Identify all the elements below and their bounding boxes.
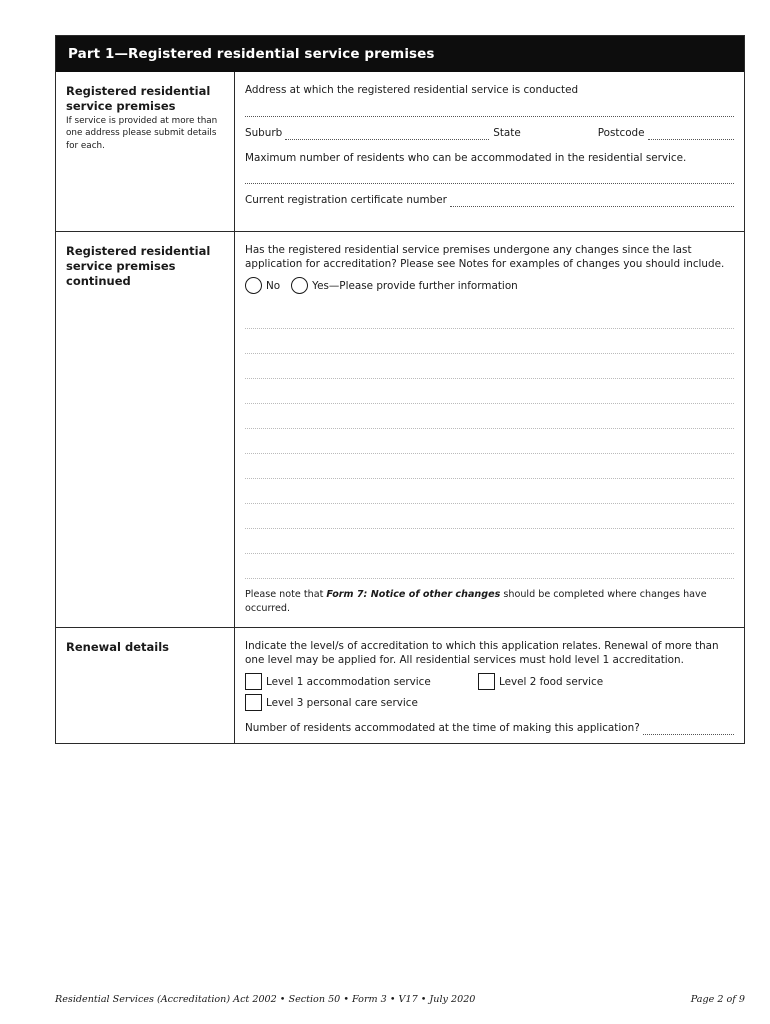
max-residents-field[interactable] (245, 165, 734, 184)
info-line[interactable] (245, 429, 734, 454)
premises-continued-label-cell (56, 232, 235, 627)
renewal-levels-row1 (245, 673, 734, 690)
premises-continued-content-cell (235, 232, 744, 627)
premises-continued-label: Registered residential service premises continued (66, 244, 211, 288)
level1-option[interactable] (245, 673, 478, 690)
form7-note-prefix: Please note that (245, 589, 327, 600)
state-label: State (493, 127, 521, 139)
residents-row (245, 721, 734, 735)
info-line[interactable] (245, 404, 734, 429)
renewal-content-cell (235, 628, 744, 743)
changes-question: Has the registered residential service premises undergone any changes since the last application for accreditation? Please see Notes for examples of changes you should include. (245, 244, 725, 270)
suburb-label: Suburb (245, 127, 283, 139)
certificate-row (245, 193, 734, 207)
part-header (56, 36, 744, 72)
info-line[interactable] (245, 454, 734, 479)
option-yes-label: Yes—Please provide further information (312, 279, 518, 292)
info-line[interactable] (245, 504, 734, 529)
address-label: Address at which the registered residential service is conducted (245, 84, 579, 96)
premises-label-cell (56, 72, 235, 231)
renewal-levels-row2 (245, 694, 734, 715)
postcode-label: Postcode (597, 127, 645, 139)
option-yes[interactable] (291, 277, 518, 294)
state-field[interactable] (524, 127, 594, 140)
footer-citation: Residential Services (Accreditation) Act 2002 • Section 50 • Form 3 • V17 • July 2020 (55, 994, 476, 1005)
info-line[interactable] (245, 554, 734, 579)
premises-row (56, 72, 744, 231)
max-residents-label: Maximum number of residents who can be accommodated in the residential service. (245, 152, 687, 164)
option-no[interactable] (245, 277, 280, 294)
form7-note-suffix: should be completed where changes have occurred. (245, 589, 707, 614)
radio-yes-icon[interactable] (291, 277, 308, 294)
info-line[interactable] (245, 354, 734, 379)
level2-option[interactable] (478, 673, 603, 690)
postcode-field[interactable] (648, 127, 734, 140)
residents-field[interactable] (643, 722, 734, 735)
page-footer (55, 994, 745, 1005)
part-title: Part 1—Registered residential service premises (68, 46, 435, 62)
radio-no-icon[interactable] (245, 277, 262, 294)
form7-note (245, 588, 744, 616)
certificate-field[interactable] (450, 194, 734, 207)
level3-label: Level 3 personal care service (266, 696, 418, 709)
further-info-lines[interactable] (245, 304, 734, 579)
level2-checkbox-icon[interactable] (478, 673, 495, 690)
suburb-field[interactable] (285, 127, 489, 140)
premises-label: Registered residential service premises (66, 84, 211, 113)
level3-checkbox-icon[interactable] (245, 694, 262, 711)
info-line[interactable] (245, 529, 734, 554)
residents-label: Number of residents accommodated at the time of making this application? (245, 722, 640, 734)
level1-checkbox-icon[interactable] (245, 673, 262, 690)
level2-label: Level 2 food service (499, 675, 604, 688)
address-field[interactable] (245, 99, 734, 117)
footer-page-number: Page 2 of 9 (690, 994, 745, 1005)
premises-content-cell (235, 72, 744, 231)
premises-continued-row (56, 231, 744, 627)
changes-options (245, 277, 734, 294)
certificate-label: Current registration certificate number (245, 194, 447, 206)
form-table (55, 35, 745, 744)
renewal-label: Renewal details (66, 640, 169, 654)
info-line[interactable] (245, 329, 734, 354)
info-line[interactable] (245, 379, 734, 404)
form7-note-form: Form 7: Notice of other changes (326, 589, 501, 600)
level1-label: Level 1 accommodation service (266, 675, 431, 688)
renewal-row (56, 627, 744, 743)
info-line[interactable] (245, 479, 734, 504)
premises-note: If service is provided at more than one address please submit details for each. (66, 116, 218, 151)
renewal-intro: Indicate the level/s of accreditation to which this application relates. Renewal of more than one level may be applied for. All residential services must hold level 1 accreditation. (245, 640, 719, 666)
info-line[interactable] (245, 304, 734, 329)
renewal-label-cell (56, 628, 235, 743)
option-no-label: No (266, 279, 281, 292)
level3-option[interactable] (245, 694, 418, 711)
suburb-state-postcode-row (245, 126, 734, 140)
